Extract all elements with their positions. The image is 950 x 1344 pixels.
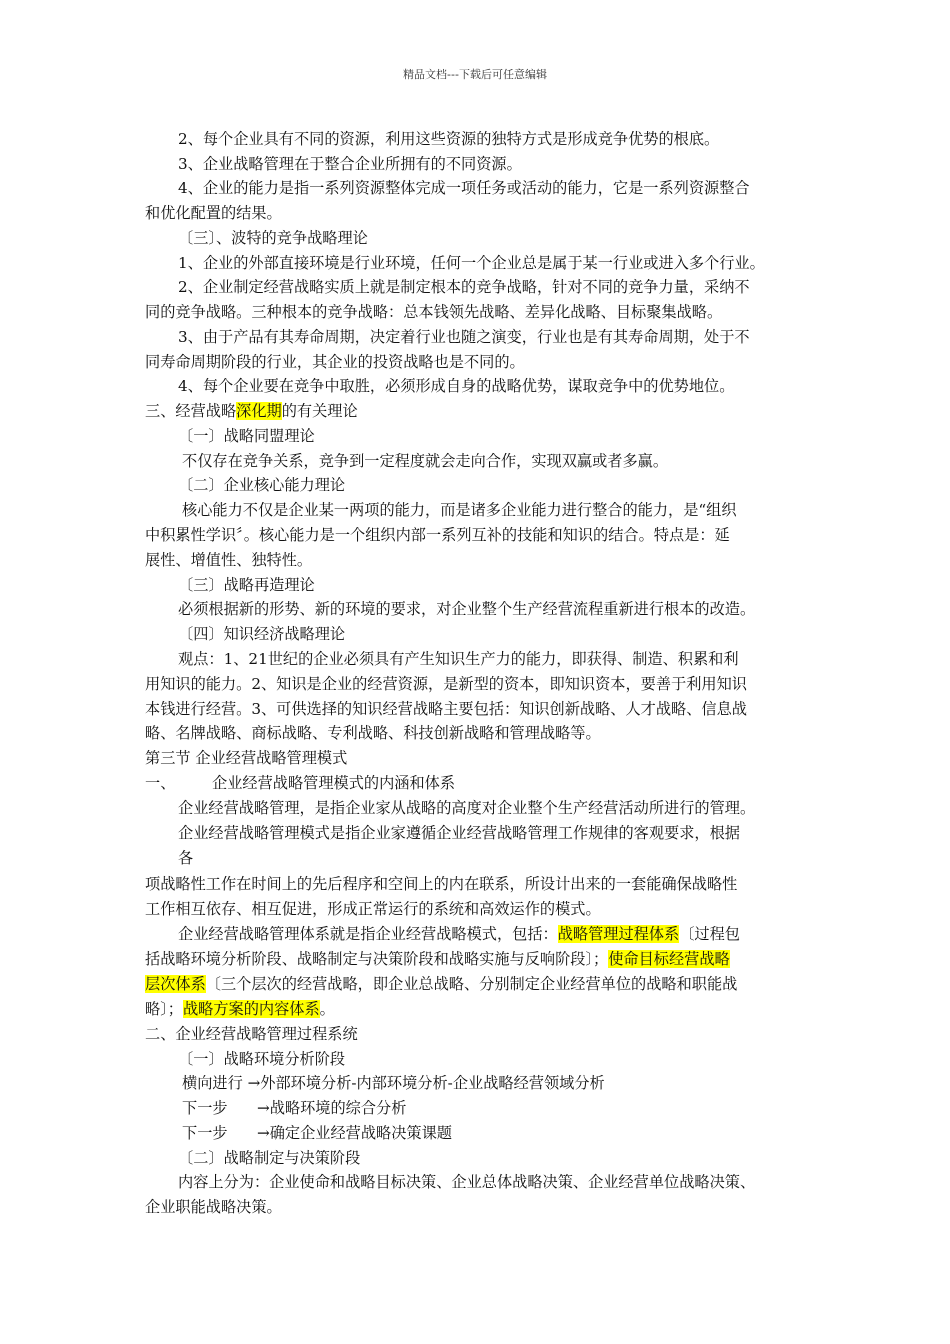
text-line: 企业职能战略决策。 xyxy=(145,1198,282,1216)
text-line: 本钱进行经营。3、可供选择的知识经营战略主要包括：知识创新战略、人才战略、信息战 xyxy=(145,700,747,718)
text-line: 核心能力不仅是企业某一两项的能力，而是诸多企业能力进行整合的能力，是“组织 xyxy=(182,501,737,519)
text-line xyxy=(145,949,730,969)
subsection-heading: 〔一〕战略同盟理论 xyxy=(178,427,315,445)
highlighted-text: 深化期 xyxy=(236,402,282,420)
text-line: 中积累性学识〞。核心能力是一个组织内部一系列互补的技能和知识的结合。特点是：延 xyxy=(145,526,730,544)
highlighted-text: 战略方案的内容体系 xyxy=(182,1000,320,1018)
heading-text: 三、经营战略 xyxy=(145,402,237,420)
subsection-heading: 〔一〕战略环境分析阶段 xyxy=(178,1050,346,1068)
page-header: 精品文档---下载后可任意编辑 xyxy=(403,68,547,81)
section-heading xyxy=(145,401,358,421)
list-number: 一、 xyxy=(145,774,176,792)
text-line: 用知识的能力。2、知识是企业的经营资源，是新型的资本，即知识资本，要善于利用知识 xyxy=(145,675,747,693)
subsection-heading: 〔三〕战略再造理论 xyxy=(178,576,315,594)
text-line: 项战略性工作在时间上的先后程序和空间上的内在联系，所设计出来的一套能确保战略性 xyxy=(145,875,738,893)
section-heading: 二、企业经营战略管理过程系统 xyxy=(145,1025,358,1043)
text-span: 括战略环境分析阶段、战略制定与决策阶段和战略实施与反响阶段〕； xyxy=(145,950,609,968)
text-line: →确定企业经营战略决策课题 xyxy=(257,1124,452,1142)
subsection-heading: 〔二〕战略制定与决策阶段 xyxy=(178,1149,361,1167)
text-span: 略〕； xyxy=(145,1000,183,1018)
text-line: 2、企业制定经营战略实质上就是制定根本的竞争战略，针对不同的竞争力量，采纳不 xyxy=(178,278,750,296)
section-heading: 第三节 企业经营战略管理模式 xyxy=(145,749,348,767)
text-line: 4、企业的能力是指一系列资源整体完成一项任务或活动的能力，它是一系列资源整合 xyxy=(178,179,750,197)
text-line: 内容上分为：企业使命和战略目标决策、企业总体战略决策、企业经营单位战略决策、 xyxy=(178,1173,756,1191)
text-span: 。 xyxy=(319,1000,335,1018)
text-line: →战略环境的综合分析 xyxy=(257,1099,407,1117)
text-span: 〔过程包 xyxy=(679,925,740,943)
text-line: 略、名牌战略、商标战略、专利战略、科技创新战略和管理战略等。 xyxy=(145,724,601,742)
text-span: 企业经营战略管理体系就是指企业经营战略模式，包括： xyxy=(178,925,558,943)
text-line: 不仅存在竞争关系，竞争到一定程度就会走向合作，实现双赢或者多赢。 xyxy=(182,452,668,470)
text-line: 企业经营战略管理模式是指企业家遵循企业经营战略管理工作规律的客观要求，根据 xyxy=(178,824,740,842)
text-line: 展性、增值性、独特性。 xyxy=(145,551,313,569)
text-line xyxy=(178,924,740,944)
subsection-heading: 〔二〕企业核心能力理论 xyxy=(178,476,346,494)
text-line xyxy=(145,974,737,994)
subsection-heading: 〔四〕知识经济战略理论 xyxy=(178,625,346,643)
highlighted-text: 层次体系 xyxy=(145,975,206,993)
text-line: 横向进行 →外部环境分析-内部环境分析-企业战略经营领域分析 xyxy=(182,1074,605,1092)
text-line: 各 xyxy=(178,849,194,867)
text-line: 同寿命周期阶段的行业，其企业的投资战略也是不同的。 xyxy=(145,353,525,371)
text-line: 2、每个企业具有不同的资源，利用这些资源的独特方式是形成竞争优势的根底。 xyxy=(178,130,720,148)
section-heading: 企业经营战略管理模式的内涵和体系 xyxy=(212,774,455,792)
text-line: 和优化配置的结果。 xyxy=(145,204,282,222)
text-line: 4、每个企业要在竞争中取胜，必须形成自身的战略优势，谋取竞争中的优势地位。 xyxy=(178,377,735,395)
text-line: 1、企业的外部直接环境是行业环境，任何一个企业总是属于某一行业或进入多个行业。 xyxy=(178,254,765,272)
section-heading: 〔三〕、波特的竞争战略理论 xyxy=(178,229,368,247)
step-label: 下一步 xyxy=(182,1099,228,1117)
highlighted-text: 使命目标经营战略 xyxy=(608,950,730,968)
text-line: 企业经营战略管理，是指企业家从战略的高度对企业整个生产经营活动所进行的管理。 xyxy=(178,799,756,817)
text-line xyxy=(145,999,335,1019)
text-line: 必须根据新的形势、新的环境的要求，对企业整个生产经营流程重新进行根本的改造。 xyxy=(178,600,756,618)
text-line: 3、由于产品有其寿命周期，决定着行业也随之演变，行业也是有其寿命周期，处于不 xyxy=(178,328,750,346)
text-line: 3、企业战略管理在于整合企业所拥有的不同资源。 xyxy=(178,155,522,173)
step-label: 下一步 xyxy=(182,1124,228,1142)
heading-text: 的有关理论 xyxy=(281,402,358,420)
text-line: 工作相互依存、相互促进，形成正常运行的系统和高效运作的模式。 xyxy=(145,900,601,918)
text-span: 〔三个层次的经营战略，即企业总战略、分别制定企业经营单位的战略和职能战 xyxy=(205,975,738,993)
highlighted-text: 战略管理过程体系 xyxy=(557,925,680,943)
text-line: 观点：1、21世纪的企业必须具有产生知识生产力的能力，即获得、制造、积累和利 xyxy=(178,650,739,668)
text-line: 同的竞争战略。三种根本的竞争战略：总本钱领先战略、差异化战略、目标聚集战略。 xyxy=(145,303,723,321)
